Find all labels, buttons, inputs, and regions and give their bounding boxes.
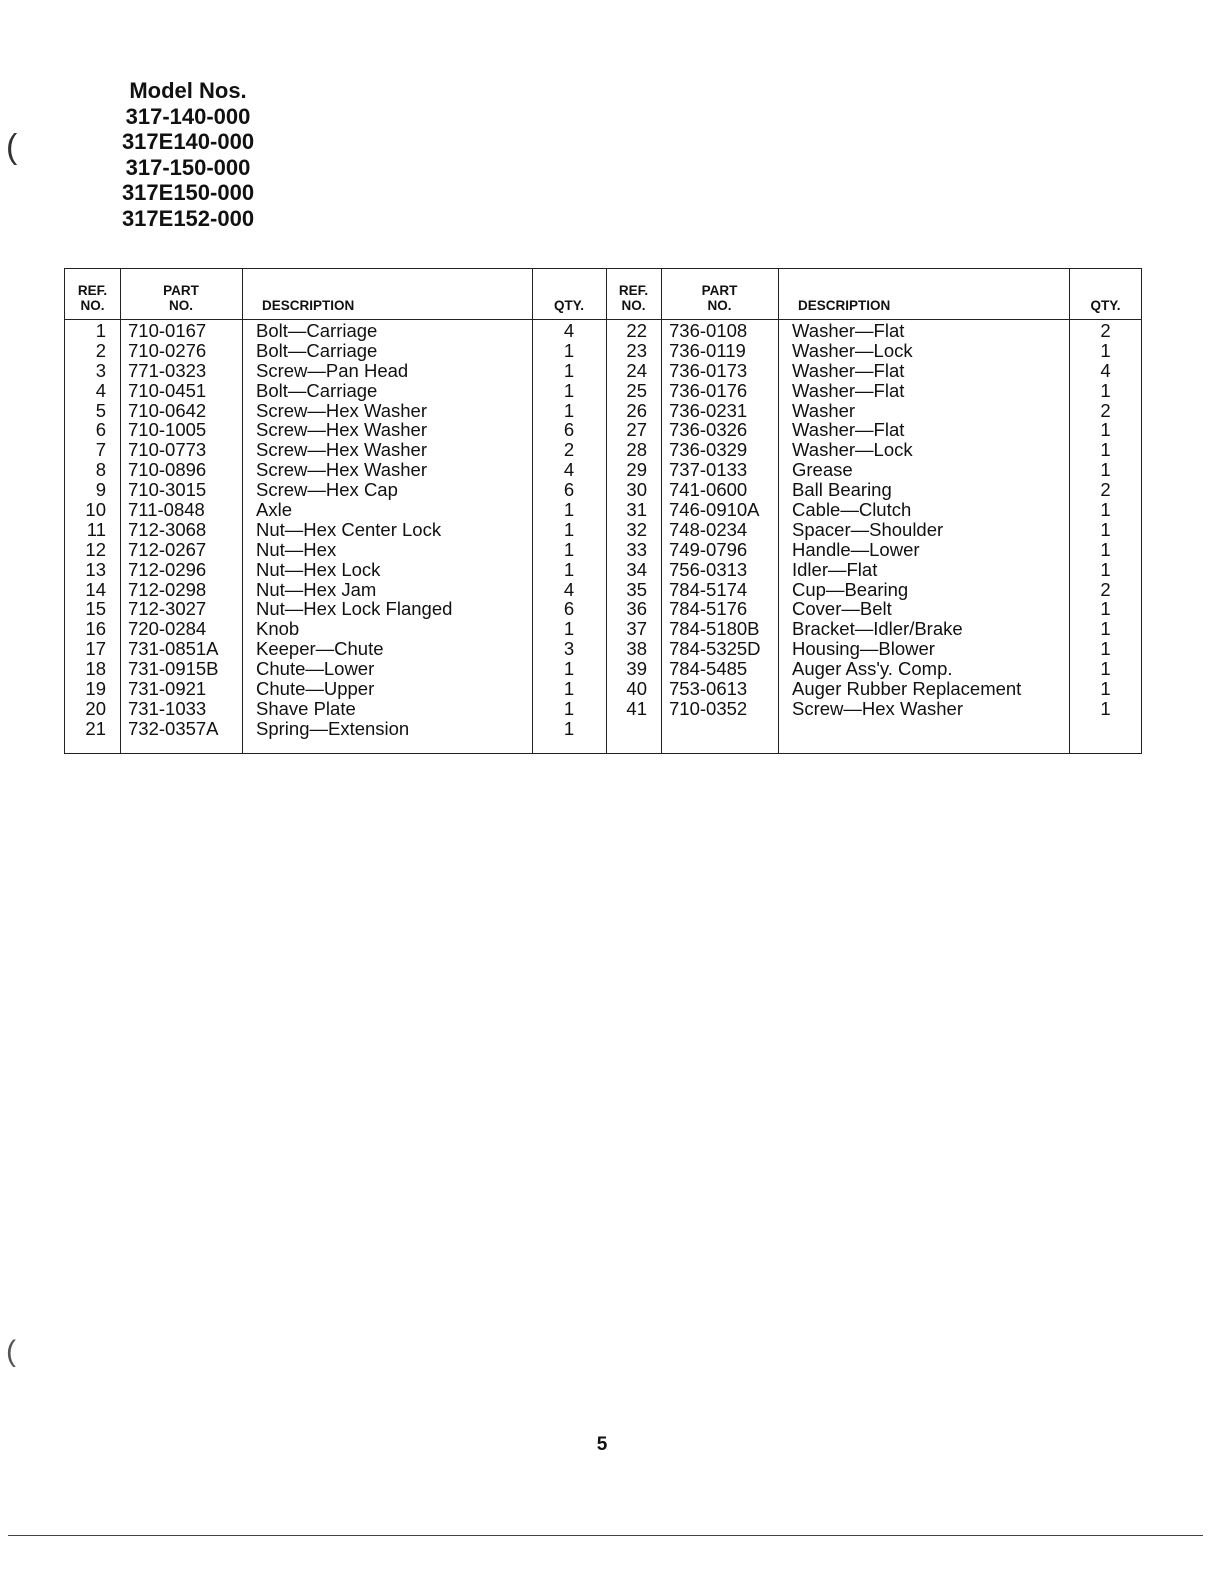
cell-description: Screw—Hex Washer — [792, 697, 963, 719]
cell-qty: 1 — [1100, 618, 1111, 640]
cell-ref: 40 — [626, 678, 647, 700]
cell-part-no: 710-3015 — [128, 479, 207, 501]
cell-description: Chute—Upper — [256, 678, 375, 700]
cell-part-no: 712-3068 — [128, 518, 207, 540]
model-number: 317-150-000 — [125, 154, 251, 180]
table-row — [606, 381, 1142, 401]
parts-table-right — [606, 269, 1142, 753]
cell-qty: 4 — [563, 459, 575, 481]
table-row — [606, 500, 1142, 520]
cell-part-no: 784-5485 — [669, 658, 748, 680]
cell-qty: 1 — [1100, 379, 1111, 401]
cell-part-no: 736-0173 — [669, 359, 748, 381]
cell-ref: 10 — [85, 499, 106, 521]
table-row — [65, 401, 606, 421]
table-row — [606, 480, 1142, 500]
model-number: 317E152-000 — [121, 205, 255, 231]
cell-qty: 1 — [563, 697, 575, 719]
table-row — [65, 540, 606, 560]
cell-description: Cable—Clutch — [792, 499, 912, 521]
cell-description: Shave Plate — [256, 697, 356, 719]
cell-ref: 31 — [626, 499, 647, 521]
cell-ref: 15 — [85, 598, 106, 620]
cell-ref: 33 — [626, 538, 647, 560]
table-row — [606, 580, 1142, 600]
cell-qty: 1 — [563, 558, 575, 580]
table-row — [65, 381, 606, 401]
cell-part-no: 736-0108 — [669, 320, 748, 341]
header-qty: QTY. — [1090, 298, 1121, 313]
table-row — [606, 520, 1142, 540]
cell-part-no: 732-0357A — [128, 717, 219, 739]
cell-ref: 26 — [626, 399, 647, 421]
cell-qty: 2 — [1100, 578, 1111, 600]
table-row — [65, 420, 606, 440]
cell-ref: 4 — [95, 379, 106, 401]
header-part: PART NO. — [163, 283, 199, 313]
cell-qty: 1 — [1100, 638, 1111, 660]
cell-qty: 1 — [563, 538, 575, 560]
cell-ref: 3 — [95, 359, 106, 381]
cell-description: Washer—Flat — [792, 359, 905, 381]
cell-ref: 18 — [85, 658, 106, 680]
cell-ref: 36 — [626, 598, 647, 620]
cell-qty: 1 — [563, 678, 575, 700]
cell-qty: 2 — [1100, 399, 1111, 421]
table-row — [606, 599, 1142, 619]
cell-ref: 24 — [626, 359, 647, 381]
cell-part-no: 784-5176 — [669, 598, 748, 620]
cell-ref: 21 — [85, 717, 106, 739]
table-row — [606, 639, 1142, 659]
cell-part-no: 712-0296 — [128, 558, 207, 580]
cell-part-no: 736-0231 — [669, 399, 748, 421]
cell-part-no: 731-0921 — [128, 678, 207, 700]
cell-part-no: 784-5325D — [669, 638, 761, 660]
cell-ref: 37 — [626, 618, 647, 640]
cell-description: Bracket—Idler/Brake — [792, 618, 963, 640]
cell-description: Screw—Hex Washer — [256, 419, 427, 441]
cell-part-no: 748-0234 — [669, 518, 748, 540]
cell-description: Axle — [256, 499, 292, 521]
cell-part-no: 710-0773 — [128, 439, 207, 461]
cell-qty: 4 — [1100, 359, 1111, 381]
model-number: 317E140-000 — [121, 129, 255, 154]
table-row — [606, 341, 1142, 361]
cell-ref: 11 — [86, 518, 106, 540]
cell-ref: 5 — [95, 399, 106, 421]
cell-ref: 13 — [85, 558, 106, 580]
cell-ref: 30 — [626, 479, 647, 501]
cell-ref: 32 — [626, 518, 647, 540]
table-row — [65, 719, 606, 739]
header-ref: REF. NO. — [618, 283, 649, 313]
cell-ref: 1 — [95, 320, 106, 341]
cell-ref: 9 — [95, 479, 106, 501]
table-row — [65, 361, 606, 381]
table-row — [65, 619, 606, 639]
bottom-rule — [8, 1535, 1203, 1536]
cell-part-no: 731-1033 — [128, 697, 207, 719]
cell-description: Washer — [792, 399, 856, 421]
table-row — [65, 460, 606, 480]
table-row — [65, 580, 606, 600]
table-row — [65, 699, 606, 719]
cell-description: Bolt—Carriage — [256, 379, 378, 401]
cell-qty: 2 — [1100, 479, 1111, 501]
table-row — [606, 401, 1142, 421]
cell-qty: 1 — [563, 717, 575, 739]
cell-description: Handle—Lower — [792, 538, 920, 560]
cell-description: Spacer—Shoulder — [792, 518, 944, 540]
cell-part-no: 712-0267 — [128, 538, 207, 560]
cell-part-no: 731-0851A — [128, 638, 219, 660]
table-row — [606, 420, 1142, 440]
header-qty: QTY. — [553, 298, 584, 313]
table-row — [606, 560, 1142, 580]
cell-qty: 1 — [1100, 459, 1111, 481]
cell-description: Keeper—Chute — [256, 638, 384, 660]
cell-part-no: 756-0313 — [669, 558, 748, 580]
cell-part-no: 753-0613 — [669, 678, 748, 700]
cell-ref: 2 — [95, 339, 106, 361]
cell-qty: 6 — [563, 598, 575, 620]
model-numbers — [108, 78, 268, 231]
cell-description: Screw—Hex Washer — [256, 459, 427, 481]
cell-qty: 1 — [563, 618, 575, 640]
table-row — [606, 460, 1142, 480]
cell-qty: 1 — [1100, 439, 1111, 461]
cell-description: Housing—Blower — [792, 638, 935, 660]
cell-description: Nut—Hex Jam — [256, 578, 377, 600]
cell-part-no: 741-0600 — [669, 479, 748, 501]
cell-part-no: 710-0451 — [128, 379, 207, 401]
cell-part-no: 710-0276 — [128, 339, 207, 361]
cell-description: Auger Rubber Replacement — [792, 678, 1022, 700]
table-row — [65, 321, 606, 341]
cell-qty: 1 — [1100, 558, 1111, 580]
cell-part-no: 731-0915B — [128, 658, 219, 680]
header-ref: REF. NO. — [77, 283, 108, 313]
cell-qty: 1 — [563, 399, 575, 421]
cell-part-no: 710-0896 — [128, 459, 207, 481]
cell-qty: 1 — [563, 499, 575, 521]
cell-part-no: 736-0176 — [669, 379, 748, 401]
cell-ref: 20 — [85, 697, 106, 719]
cell-ref: 28 — [626, 439, 647, 461]
table-row — [65, 480, 606, 500]
cell-description: Washer—Flat — [792, 379, 905, 401]
cell-description: Cover—Belt — [792, 598, 892, 620]
cell-description: Idler—Flat — [792, 558, 878, 580]
table-row — [65, 560, 606, 580]
cell-part-no: 736-0119 — [669, 339, 746, 361]
cell-part-no: 784-5180B — [669, 618, 760, 640]
cell-ref: 8 — [95, 459, 106, 481]
table-row — [606, 659, 1142, 679]
cell-description: Chute—Lower — [256, 658, 375, 680]
table-row — [65, 659, 606, 679]
cell-qty: 2 — [563, 439, 575, 461]
cell-qty: 1 — [1100, 518, 1111, 540]
cell-qty: 4 — [563, 578, 575, 600]
cell-qty: 1 — [563, 359, 575, 381]
model-title: Model Nos. — [129, 78, 247, 103]
table-row — [606, 619, 1142, 639]
parts-table — [64, 268, 1142, 754]
cell-description: Screw—Hex Washer — [256, 399, 427, 421]
cell-ref: 17 — [85, 638, 106, 660]
cell-ref: 22 — [626, 320, 647, 341]
cell-description: Nut—Hex — [256, 538, 337, 560]
table-row — [65, 599, 606, 619]
cell-ref: 14 — [85, 578, 106, 600]
cell-part-no: 736-0326 — [669, 419, 748, 441]
table-header — [65, 269, 606, 320]
cell-ref: 27 — [626, 419, 647, 441]
cell-qty: 6 — [563, 419, 575, 441]
cell-qty: 4 — [563, 320, 575, 341]
cell-ref: 25 — [626, 379, 647, 401]
cell-qty: 1 — [1100, 678, 1111, 700]
cell-qty: 1 — [1100, 598, 1111, 620]
table-row — [606, 679, 1142, 699]
cell-part-no: 771-0323 — [128, 359, 207, 381]
cell-description: Screw—Hex Washer — [256, 439, 427, 461]
cell-part-no: 737-0133 — [669, 459, 748, 481]
cell-description: Bolt—Carriage — [256, 339, 378, 361]
cell-part-no: 749-0796 — [669, 538, 748, 560]
table-row — [65, 440, 606, 460]
cell-ref: 39 — [626, 658, 647, 680]
cell-ref: 23 — [626, 339, 647, 361]
cell-qty: 1 — [1100, 697, 1111, 719]
cell-qty: 2 — [1100, 320, 1111, 341]
table-row — [606, 699, 1142, 719]
cell-qty: 1 — [563, 339, 575, 361]
cell-description: Washer—Lock — [792, 339, 913, 361]
cell-part-no: 710-0352 — [669, 697, 748, 719]
scan-mark-decoration: ( — [6, 1335, 16, 1368]
cell-ref: 35 — [626, 578, 647, 600]
cell-ref: 19 — [85, 678, 106, 700]
cell-description: Washer—Flat — [792, 419, 905, 441]
table-rows — [65, 321, 606, 739]
table-row — [65, 639, 606, 659]
table-row — [65, 679, 606, 699]
cell-description: Knob — [256, 618, 300, 640]
scan-mark-decoration: ( — [6, 128, 18, 166]
header-description: DESCRIPTION — [798, 298, 891, 313]
cell-qty: 1 — [1100, 339, 1111, 361]
table-row — [606, 440, 1142, 460]
cell-ref: 7 — [95, 439, 106, 461]
cell-ref: 16 — [85, 618, 106, 640]
cell-qty: 1 — [563, 379, 575, 401]
cell-qty: 1 — [563, 658, 575, 680]
cell-qty: 1 — [563, 518, 575, 540]
cell-part-no: 784-5174 — [669, 578, 748, 600]
cell-description: Spring—Extension — [256, 717, 410, 739]
table-row — [65, 500, 606, 520]
cell-description: Washer—Lock — [792, 439, 913, 461]
cell-description: Bolt—Carriage — [256, 320, 378, 341]
cell-part-no: 746-0910A — [669, 499, 760, 521]
cell-ref: 12 — [85, 538, 106, 560]
cell-description: Washer—Flat — [792, 320, 905, 341]
cell-qty: 1 — [1100, 499, 1111, 521]
cell-part-no: 711-0848 — [128, 499, 205, 521]
table-row — [606, 321, 1142, 341]
cell-part-no: 720-0284 — [128, 618, 207, 640]
cell-part-no: 710-0167 — [128, 320, 207, 341]
cell-ref: 41 — [626, 697, 647, 719]
parts-table-left — [65, 269, 606, 753]
cell-part-no: 710-1005 — [128, 419, 207, 441]
cell-qty: 1 — [1100, 658, 1111, 680]
table-rows — [606, 321, 1142, 719]
cell-ref: 34 — [626, 558, 647, 580]
table-row — [606, 361, 1142, 381]
table-header — [606, 269, 1142, 320]
table-divider — [606, 269, 607, 753]
cell-part-no: 712-0298 — [128, 578, 207, 600]
cell-description: Auger Ass'y. Comp. — [792, 658, 953, 680]
cell-ref: 6 — [95, 419, 106, 441]
cell-description: Nut—Hex Lock Flanged — [256, 598, 453, 620]
model-number: 317E150-000 — [121, 180, 255, 205]
cell-ref: 38 — [626, 638, 647, 660]
header-description: DESCRIPTION — [262, 298, 355, 313]
cell-description: Screw—Hex Cap — [256, 479, 398, 501]
table-row — [65, 341, 606, 361]
cell-part-no: 710-0642 — [128, 399, 207, 421]
table-row — [606, 540, 1142, 560]
cell-part-no: 712-3027 — [128, 598, 207, 620]
cell-description: Grease — [792, 459, 853, 481]
cell-qty: 6 — [563, 479, 575, 501]
cell-qty: 3 — [563, 638, 575, 660]
cell-description: Nut—Hex Center Lock — [256, 518, 442, 540]
cell-description: Cup—Bearing — [792, 578, 909, 600]
page-number: 5 — [596, 1434, 608, 1455]
cell-part-no: 736-0329 — [669, 439, 748, 461]
header-part: PART NO. — [701, 283, 738, 313]
cell-description: Nut—Hex Lock — [256, 558, 381, 580]
cell-ref: 29 — [626, 459, 647, 481]
model-number: 317-140-000 — [125, 103, 251, 129]
cell-description: Ball Bearing — [792, 479, 892, 501]
cell-qty: 1 — [1100, 419, 1111, 441]
cell-qty: 1 — [1100, 538, 1111, 560]
table-row — [65, 520, 606, 540]
cell-description: Screw—Pan Head — [256, 359, 409, 381]
